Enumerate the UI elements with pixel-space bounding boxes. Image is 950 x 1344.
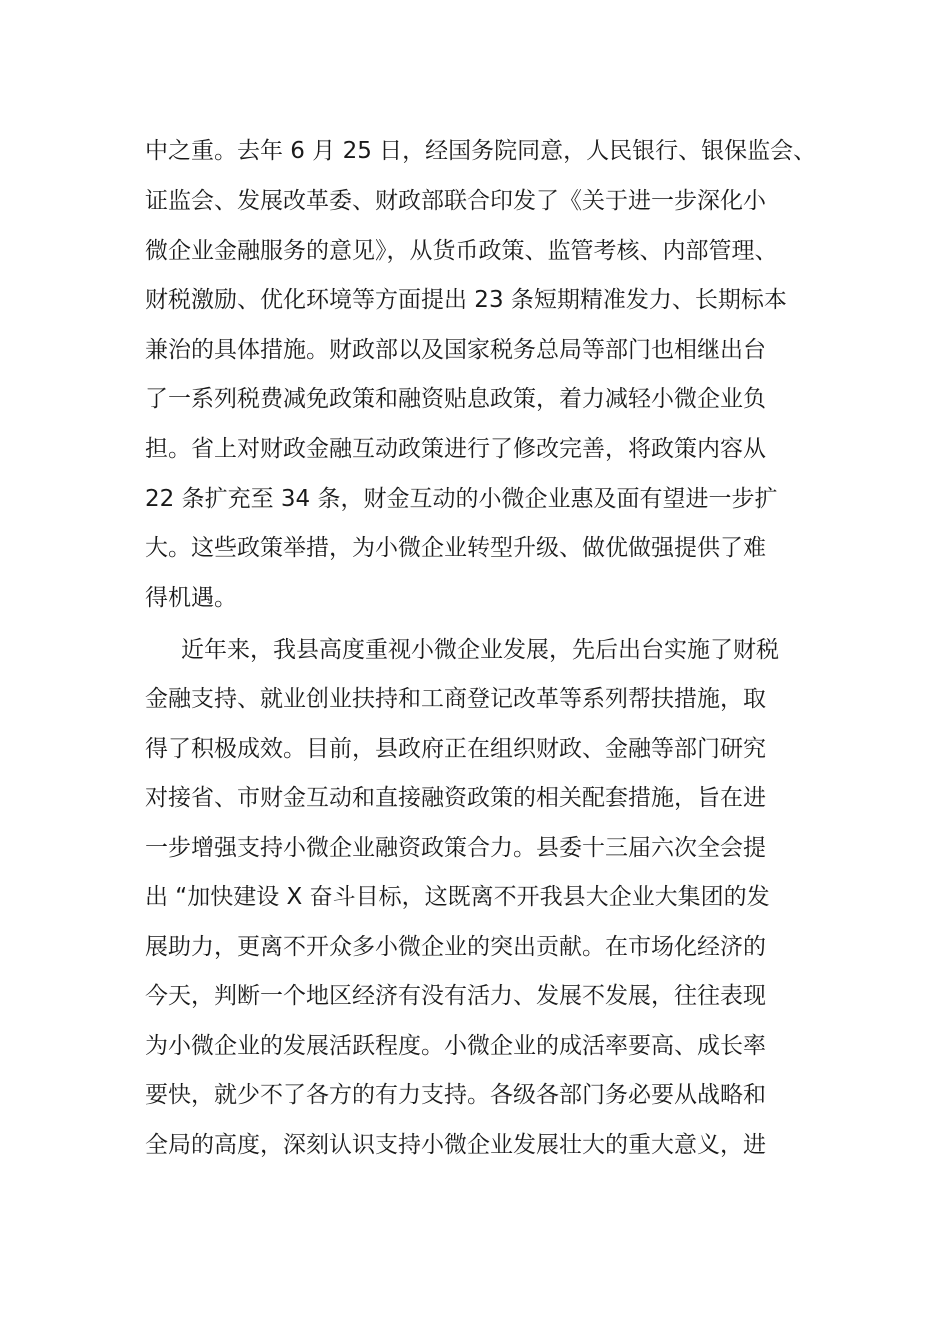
text-line: 为小微企业的发展活跃程度。小微企业的成活率要高、成长率 bbox=[145, 1033, 766, 1059]
text-line: 微企业金融服务的意见》，从货币政策、监管考核、内部管理、 bbox=[145, 238, 778, 264]
text-line: 得了积极成效。目前，县政府正在组织财政、金融等部门研究 bbox=[145, 736, 766, 762]
text-line: 近年来，我县高度重视小微企业发展，先后出台实施了财税 bbox=[181, 637, 779, 663]
text-line: 担。省上对财政金融互动政策进行了修改完善，将政策内容从 bbox=[145, 436, 766, 462]
text-line: 全局的高度，深刻认识支持小微企业发展壮大的重大意义，进 bbox=[145, 1132, 766, 1158]
text-line: 一步增强支持小微企业融资政策合力。县委十三届六次全会提 bbox=[145, 835, 766, 861]
text-line: 对接省、市财金互动和直接融资政策的相关配套措施，旨在进 bbox=[145, 785, 766, 811]
text-line: 要快，就少不了各方的有力支持。各级各部门务必要从战略和 bbox=[145, 1082, 766, 1108]
text-line: 中之重。去年 6 月 25 日，经国务院同意，人民银行、银保监会、 bbox=[145, 138, 817, 164]
text-line: 金融支持、就业创业扶持和工商登记改革等系列帮扶措施，取 bbox=[145, 686, 766, 712]
text-line: 出 “加快建设 X 奋斗目标，这既离不开我县大企业大集团的发 bbox=[145, 884, 770, 910]
text-line: 展助力，更离不开众多小微企业的突出贡献。在市场化经济的 bbox=[145, 934, 766, 960]
text-line: 财税激励、优化环境等方面提出 23 条短期精准发力、长期标本 bbox=[145, 287, 787, 313]
text-line: 兼治的具体措施。财政部以及国家税务总局等部门也相继出台 bbox=[145, 337, 766, 363]
text-line: 22 条扩充至 34 条，财金互动的小微企业惠及面有望进一步扩 bbox=[145, 486, 778, 512]
text-line: 大。这些政策举措，为小微企业转型升级、做优做强提供了难 bbox=[145, 535, 766, 561]
text-line: 今天，判断一个地区经济有没有活力、发展不发展，往往表现 bbox=[145, 983, 766, 1009]
text-line: 证监会、发展改革委、财政部联合印发了《关于进一步深化小 bbox=[145, 188, 766, 214]
text-line: 得机遇。 bbox=[145, 585, 237, 611]
text-line: 了一系列税费减免政策和融资贴息政策，着力减轻小微企业负 bbox=[145, 386, 766, 412]
